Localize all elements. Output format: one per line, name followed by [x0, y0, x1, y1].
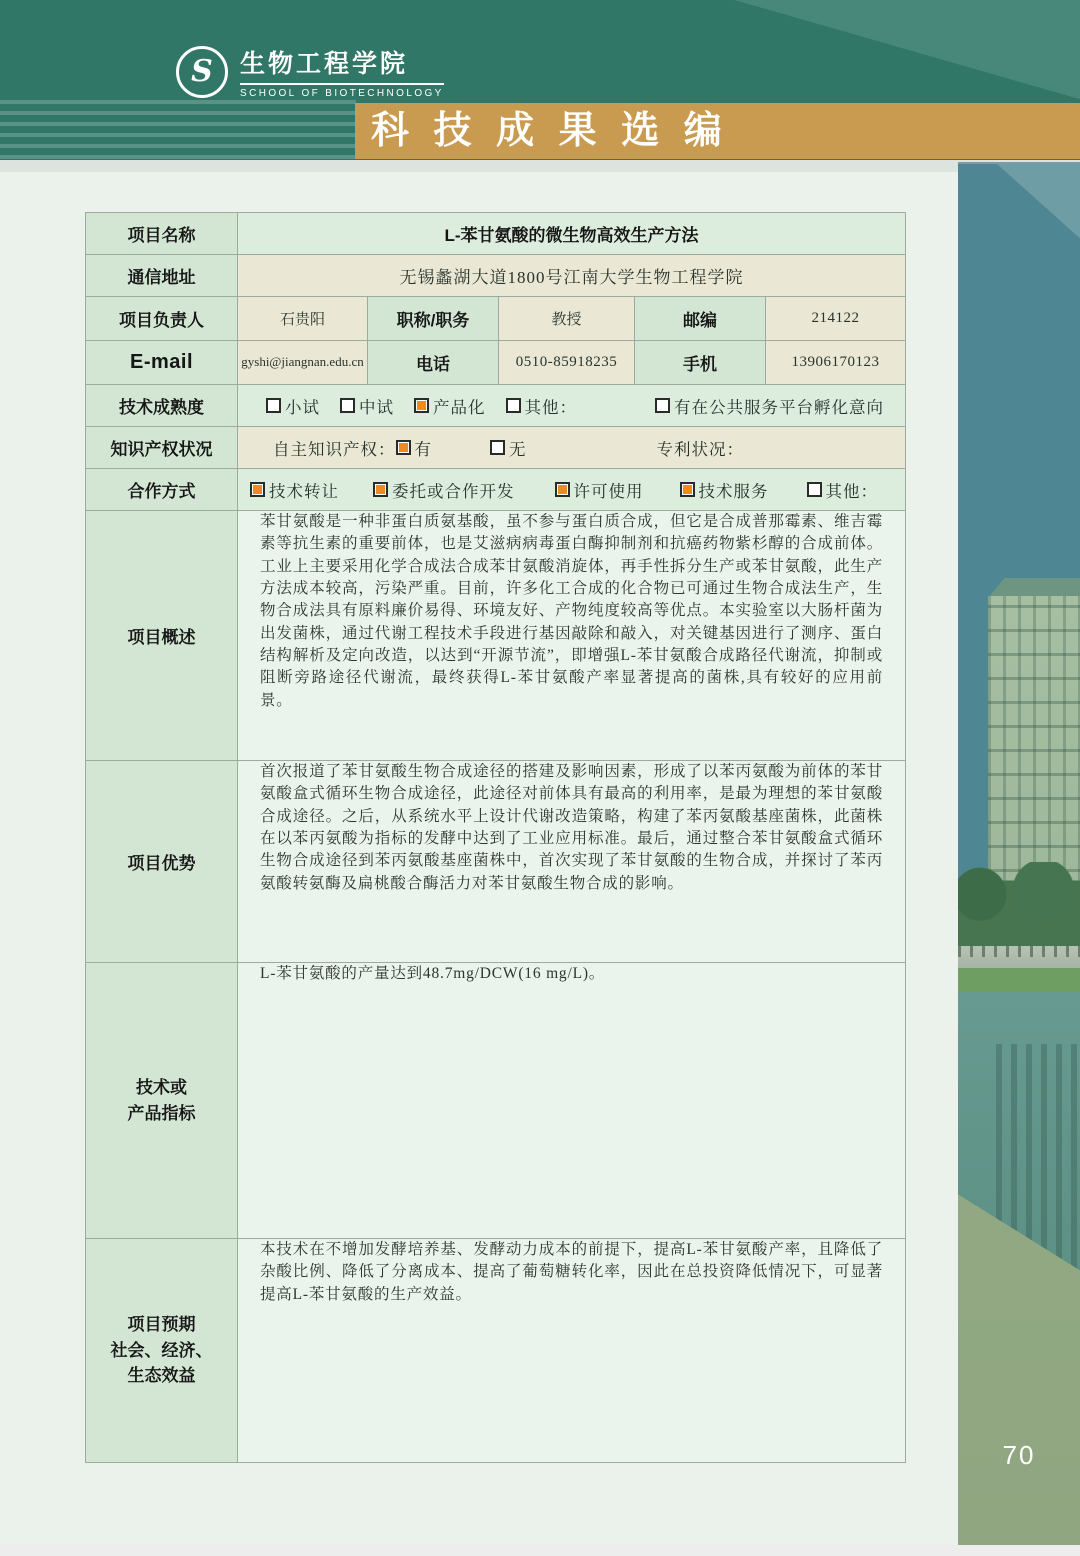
- row-benefit: [86, 1239, 906, 1463]
- school-logo: [176, 44, 444, 99]
- school-logo-text: [240, 44, 444, 99]
- project-form-table: [85, 212, 906, 1463]
- job-title-label: 职称/职务: [368, 297, 499, 341]
- row-ip: [86, 427, 906, 469]
- checkbox-icon[interactable]: [807, 482, 822, 497]
- row-address: [86, 255, 906, 297]
- checkbox-option-qita[interactable]: 其他：: [506, 394, 578, 418]
- address-value: 无锡蠡湖大道1800号江南大学生物工程学院: [238, 255, 906, 297]
- project-name-value: L-苯甘氨酸的微生物高效生产方法: [238, 213, 906, 255]
- cooperation-options: [238, 469, 906, 511]
- school-name-en: SCHOOL OF BIOTECHNOLOGY: [240, 88, 444, 99]
- leader-label: 项目负责人: [86, 297, 238, 341]
- checkbox-option-other[interactable]: 其他：: [807, 478, 879, 502]
- email-label: E-mail: [86, 341, 238, 385]
- patent-status-label: 专利状况：: [656, 439, 744, 459]
- ip-options: [238, 427, 906, 469]
- row-email: [86, 341, 906, 385]
- school-name-cn: 生物工程学院: [240, 44, 444, 85]
- page-number: 70: [1002, 1440, 1036, 1470]
- row-leader: [86, 297, 906, 341]
- checkbox-option-license[interactable]: 许可使用: [555, 478, 644, 502]
- checkbox-icon[interactable]: [680, 482, 695, 497]
- page-title: 科 技 成 果 选 编: [371, 110, 729, 152]
- indicator-label: 技术或 产品指标: [86, 963, 238, 1239]
- photo-bridge-railing: [958, 946, 1080, 968]
- row-indicator: [86, 963, 906, 1239]
- maturity-label: 技术成熟度: [86, 385, 238, 427]
- row-project-name: [86, 213, 906, 255]
- zip-value: 214122: [766, 297, 906, 341]
- address-label: 通信地址: [86, 255, 238, 297]
- mobile-value: 13906170123: [766, 341, 906, 385]
- checkbox-option-joint-dev[interactable]: 委托或合作开发: [373, 478, 515, 502]
- ip-prefix: 自主知识产权：: [273, 439, 396, 459]
- indicator-value: L-苯甘氨酸的产量达到48.7mg/DCW(16 mg/L)。: [238, 963, 906, 1239]
- checkbox-icon[interactable]: [340, 398, 355, 413]
- zip-label: 邮编: [635, 297, 766, 341]
- checkbox-icon[interactable]: [555, 482, 570, 497]
- photo-sky-decor: [958, 164, 1080, 284]
- checkbox-icon[interactable]: [655, 398, 670, 413]
- photo-trees: [958, 862, 1080, 954]
- checkbox-icon[interactable]: [266, 398, 281, 413]
- school-logo-icon: S: [176, 46, 228, 98]
- overview-value: 苯甘氨酸是一种非蛋白质氨基酸，虽不参与蛋白质合成，但它是合成普那霉素、维吉霉素等抗生素的重要前体，也是艾滋病病毒蛋白酶抑制剂和抗癌药物紫杉醇的合成前体。工业上主要采用化学合成法合成苯甘氨酸消旋体，再手性拆分生产或苯甘氨酸，此生产方法成本较高，污染严重。目前，许多化工合成的化合物已可通过生物合成法生产，生物合成法具有原料廉价易得、环境友好、产物纯度较高等优点。本实验室以大肠杆菌为出发菌株，通过代谢工程技术手段进行基因敲除和敲入，对关键基因进行了测序、蛋白结构解析及定向改造，以达到“开源节流”，即增强L-苯甘氨酸合成路径代谢流，抑制或阻断旁路途径代谢流，最终获得L-苯甘氨酸产率显著提高的菌株,具有较好的应用前景。: [238, 511, 906, 761]
- advantage-value: 首次报道了苯甘氨酸生物合成途径的搭建及影响因素，形成了以苯丙氨酸为前体的苯甘氨酸盒式循环生物合成途径，此途径对前体具有最高的利用率，是最为理想的苯甘氨酸合成途径。之后，从系统水平上设计代谢改造策略，构建了苯丙氨酸基座菌株，此菌株在以苯丙氨酸为指标的发酵中达到了工业应用标准。最后，通过整合苯甘氨酸盒式循环生物合成途径到苯丙氨酸基座菌株中，首次实现了苯甘氨酸的生物合成，并探讨了苯丙氨酸转氨酶及扁桃酸合酶活力对苯甘氨酸生物合成的影响。: [238, 761, 906, 963]
- campus-photo: [958, 162, 1080, 1547]
- benefit-value: 本技术在不增加发酵培养基、发酵动力成本的前提下，提高L-苯甘氨酸产率，且降低了杂酸比例、降低了分离成本、提高了葡萄糖转化率，因此在总投资降低情况下，可显著提高L-苯甘氨酸的生产效益。: [238, 1239, 906, 1463]
- advantage-label: 项目优势: [86, 761, 238, 963]
- cooperation-label: 合作方式: [86, 469, 238, 511]
- checkbox-icon[interactable]: [250, 482, 265, 497]
- checkbox-option-chanpinhua[interactable]: 产品化: [414, 394, 486, 418]
- maturity-options: [238, 385, 906, 427]
- email-value: gyshi@jiangnan.edu.cn: [238, 341, 368, 385]
- checkbox-icon[interactable]: [373, 482, 388, 497]
- header-divider: [0, 160, 1080, 172]
- checkbox-icon[interactable]: [414, 398, 429, 413]
- row-advantage: [86, 761, 906, 963]
- checkbox-icon[interactable]: [506, 398, 521, 413]
- page-bottom-margin: [0, 1545, 1080, 1556]
- checkbox-icon[interactable]: [396, 440, 411, 455]
- photo-grass: [958, 968, 1080, 992]
- phone-label: 电话: [368, 341, 499, 385]
- leader-name-value: 石贵阳: [238, 297, 368, 341]
- checkbox-option-transfer[interactable]: 技术转让: [250, 478, 339, 502]
- row-overview: [86, 511, 906, 761]
- overview-label: 项目概述: [86, 511, 238, 761]
- mobile-label: 手机: [635, 341, 766, 385]
- page-header: [0, 0, 1080, 160]
- phone-value: 0510-85918235: [499, 341, 635, 385]
- section-banner: [355, 103, 1080, 159]
- checkbox-option-zhongshi[interactable]: 中试: [340, 394, 394, 418]
- checkbox-option-wu[interactable]: 无: [490, 436, 527, 460]
- checkbox-option-xiaoshi[interactable]: 小试: [266, 394, 320, 418]
- checkbox-option-you[interactable]: 有: [396, 436, 433, 460]
- row-maturity: [86, 385, 906, 427]
- ip-label: 知识产权状况: [86, 427, 238, 469]
- checkbox-option-incubation[interactable]: 有在公共服务平台孵化意向: [655, 394, 884, 418]
- checkbox-option-service[interactable]: 技术服务: [680, 478, 769, 502]
- checkbox-icon[interactable]: [490, 440, 505, 455]
- row-cooperation: [86, 469, 906, 511]
- benefit-label: 项目预期 社会、经济、 生态效益: [86, 1239, 238, 1463]
- photo-building-roof: [988, 578, 1080, 598]
- job-title-value: 教授: [499, 297, 635, 341]
- project-name-label: 项目名称: [86, 213, 238, 255]
- header-stripes-decor: [0, 100, 356, 160]
